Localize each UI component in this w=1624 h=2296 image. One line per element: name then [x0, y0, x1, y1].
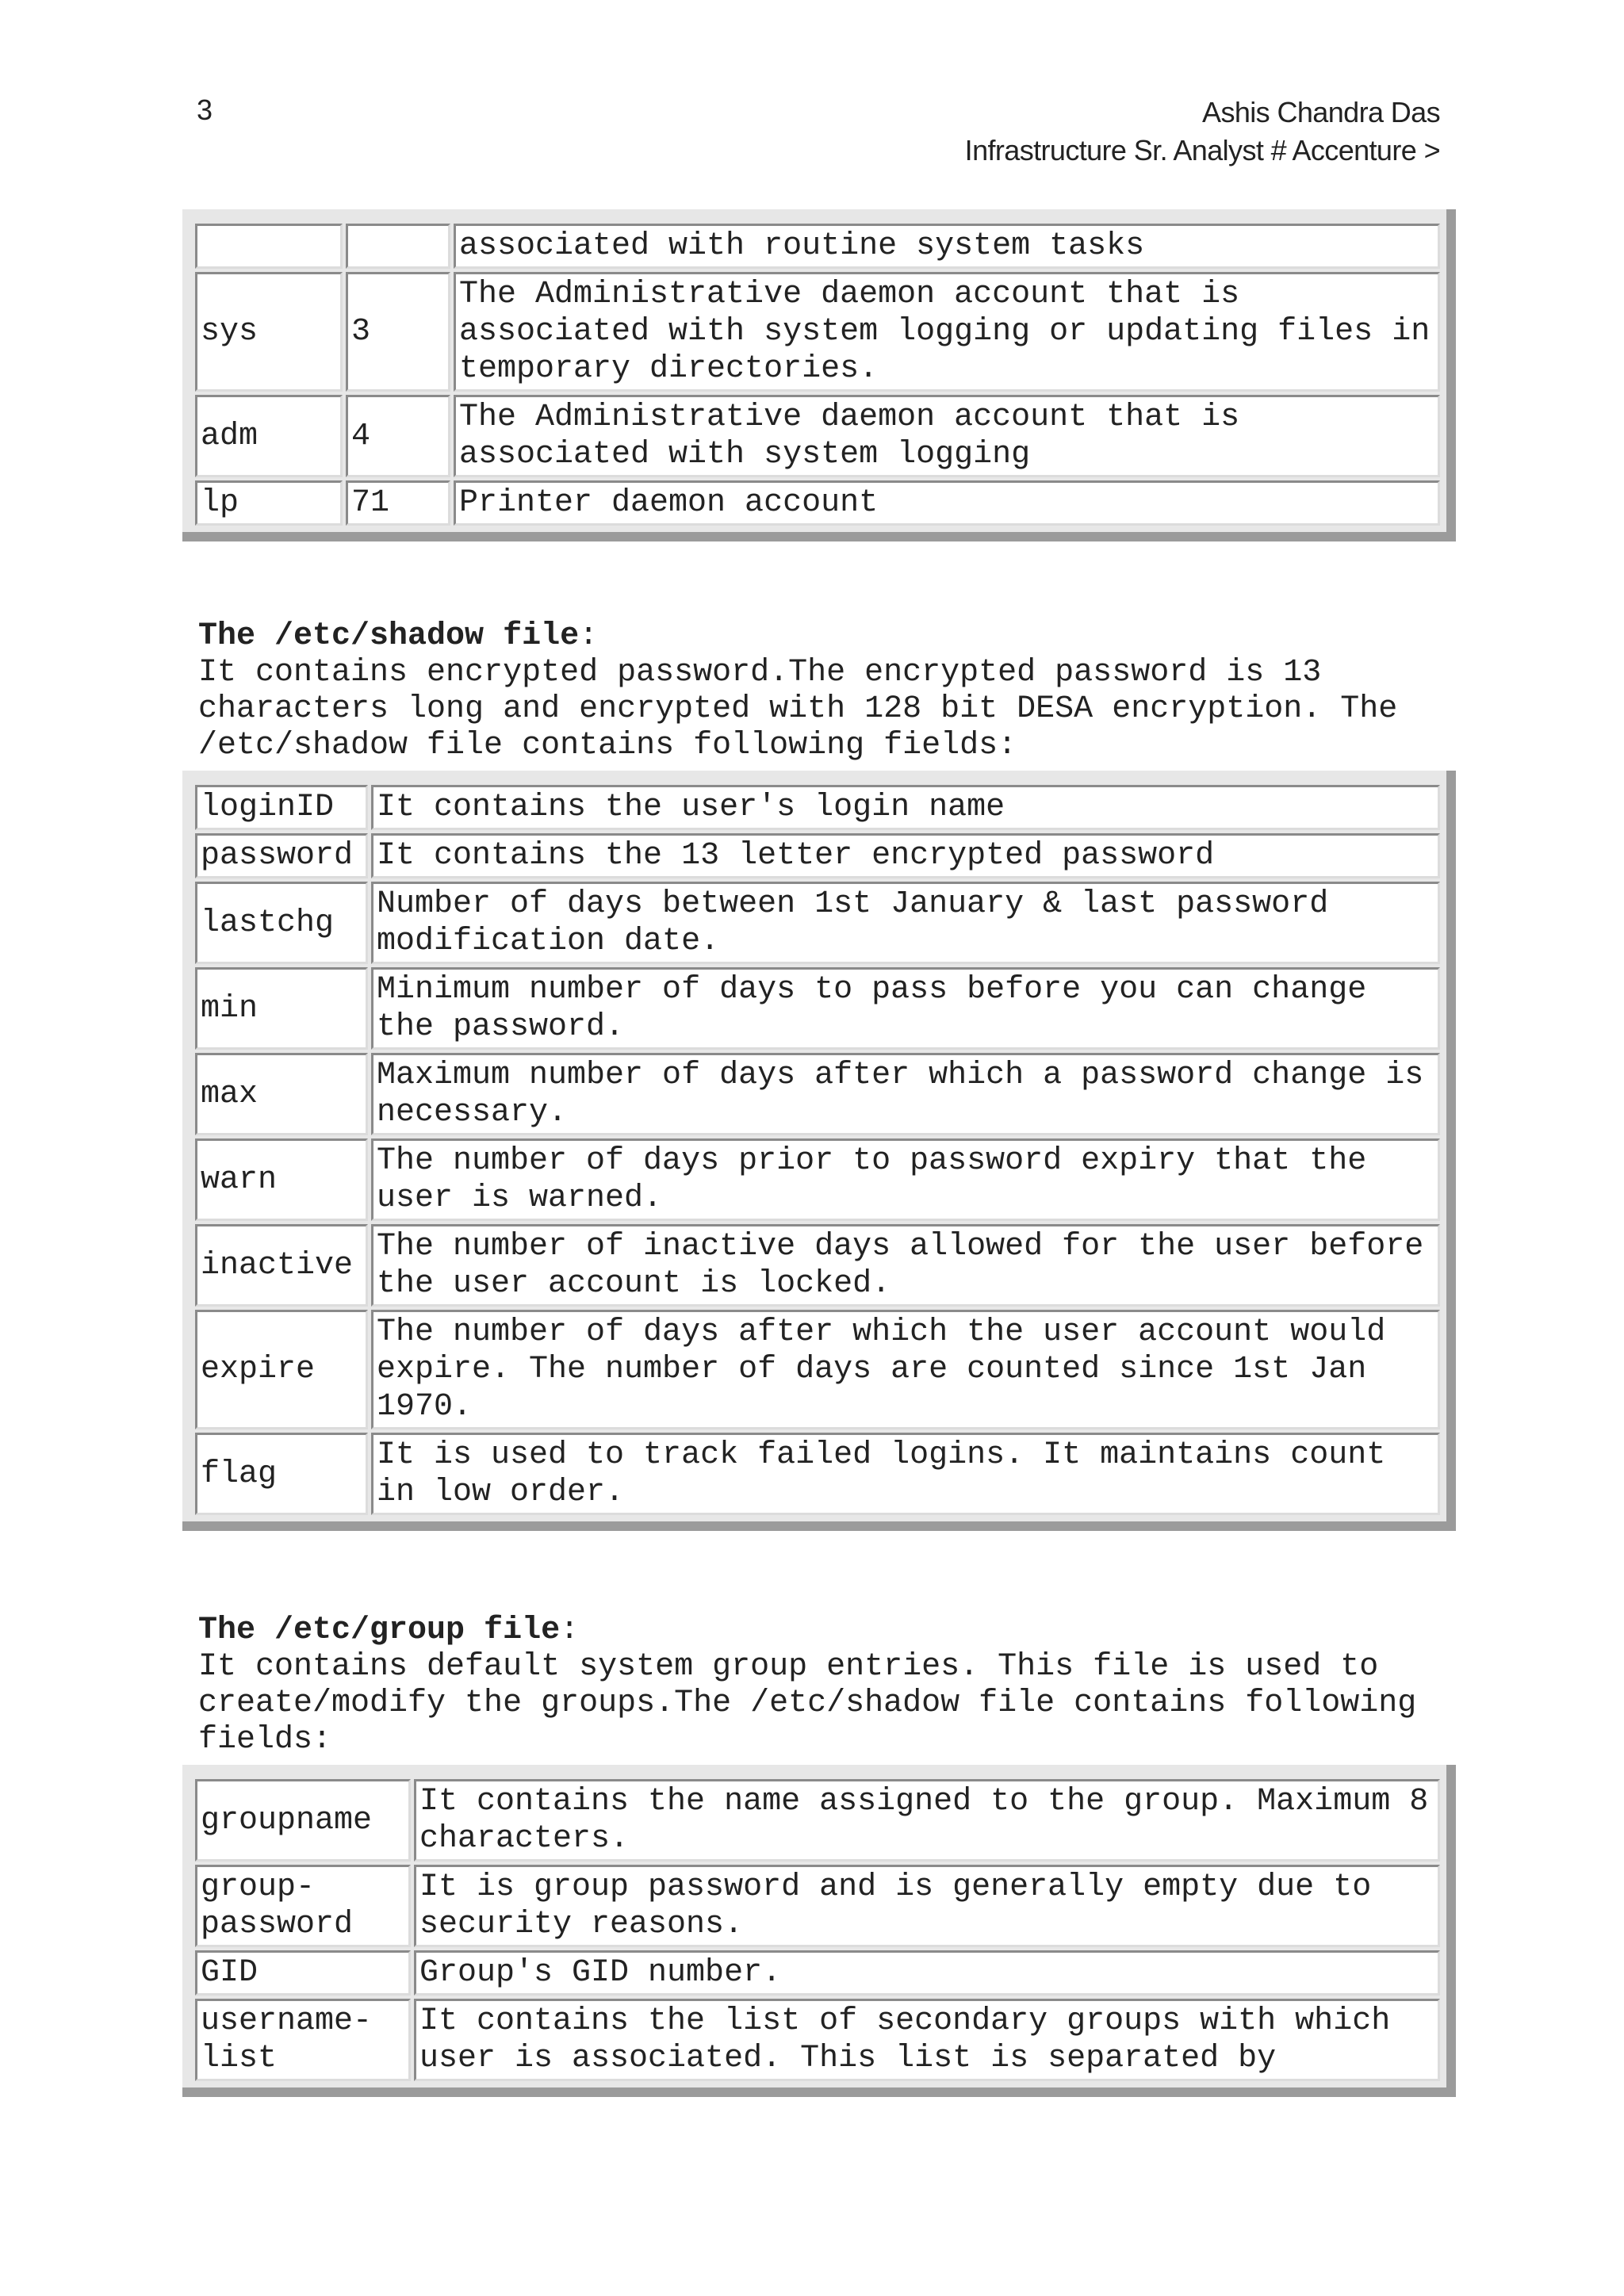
- account-desc-cell: The Administrative daemon account that is associated with system logging: [454, 395, 1440, 477]
- field-name-cell: username-list: [195, 1999, 411, 2081]
- page-number: 3: [197, 94, 213, 126]
- shadow-intro: It contains encrypted password.The encrypted password is 13 characters long and encrypted with 128 bit DESA encryption. The /etc/shadow file contains following fields:: [198, 655, 1398, 763]
- group-heading: The /etc/group file: [198, 1613, 561, 1648]
- table-row: [195, 882, 1440, 964]
- page-header: [965, 94, 1440, 170]
- table-row: [195, 224, 1440, 269]
- table-row: [195, 785, 1440, 830]
- heading-colon: :: [560, 1613, 580, 1648]
- field-name-cell: GID: [195, 1950, 411, 1996]
- shadow-section: [198, 618, 1467, 764]
- table-row: [195, 395, 1440, 477]
- account-id-cell: 3: [346, 272, 450, 392]
- table-row: [195, 272, 1440, 392]
- field-name-cell: flag: [195, 1433, 368, 1515]
- shadow-fields-grid: [192, 782, 1443, 1518]
- table-row: [195, 1433, 1440, 1515]
- table-row: [195, 480, 1440, 526]
- table-row: [195, 1310, 1440, 1429]
- field-desc-cell: It contains the 13 letter encrypted password: [371, 833, 1440, 878]
- field-desc-cell: It is used to track failed logins. It maintains count in low order.: [371, 1433, 1440, 1515]
- account-id-cell: [346, 224, 450, 269]
- field-desc-cell: Maximum number of days after which a password change is necessary.: [371, 1053, 1440, 1135]
- field-desc-cell: The number of days prior to password expiry that the user is warned.: [371, 1138, 1440, 1221]
- shadow-fields-table: [182, 771, 1456, 1531]
- system-accounts-grid: [192, 220, 1443, 529]
- account-id-cell: 4: [346, 395, 450, 477]
- table-row: [195, 1138, 1440, 1221]
- field-name-cell: max: [195, 1053, 368, 1135]
- account-desc-cell: associated with routine system tasks: [454, 224, 1440, 269]
- account-desc-cell: Printer daemon account: [454, 480, 1440, 526]
- shadow-heading: The /etc/shadow file: [198, 618, 580, 654]
- section-heading: [198, 1613, 1467, 1649]
- account-id-cell: 71: [346, 480, 450, 526]
- field-name-cell: lastchg: [195, 882, 368, 964]
- field-name-cell: groupname: [195, 1779, 411, 1862]
- account-name-cell: lp: [195, 480, 343, 526]
- field-name-cell: expire: [195, 1310, 368, 1429]
- table-row: [195, 1950, 1440, 1996]
- field-desc-cell: The number of days after which the user account would expire. The number of days are counted since 1st Jan 1970.: [371, 1310, 1440, 1429]
- field-desc-cell: It contains the list of secondary groups with which user is associated. This list is separated by: [414, 1999, 1440, 2081]
- field-name-cell: group-password: [195, 1865, 411, 1947]
- field-name-cell: min: [195, 967, 368, 1050]
- group-fields-table: [182, 1765, 1456, 2097]
- account-desc-cell: The Administrative daemon account that is associated with system logging or updating files in temporary directories.: [454, 272, 1440, 392]
- field-desc-cell: It is group password and is generally empty due to security reasons.: [414, 1865, 1440, 1947]
- table-row: [195, 1053, 1440, 1135]
- field-name-cell: inactive: [195, 1224, 368, 1307]
- system-accounts-table: [182, 209, 1456, 541]
- table-row: [195, 1999, 1440, 2081]
- heading-colon: :: [579, 618, 599, 654]
- author-role: Infrastructure Sr. Analyst # Accenture >: [964, 134, 1440, 166]
- field-name-cell: password: [195, 833, 368, 878]
- field-desc-cell: It contains the user's login name: [371, 785, 1440, 830]
- author-name: Ashis Chandra Das: [1202, 96, 1440, 128]
- table-row: [195, 967, 1440, 1050]
- field-desc-cell: Group's GID number.: [414, 1950, 1440, 1996]
- group-section: [198, 1613, 1467, 1758]
- table-row: [195, 1865, 1440, 1947]
- group-fields-grid: [192, 1776, 1443, 2084]
- field-desc-cell: It contains the name assigned to the group. Maximum 8 characters.: [414, 1779, 1440, 1862]
- account-name-cell: [195, 224, 343, 269]
- table-row: [195, 833, 1440, 878]
- table-row: [195, 1224, 1440, 1307]
- field-name-cell: loginID: [195, 785, 368, 830]
- field-desc-cell: Number of days between 1st January & last password modification date.: [371, 882, 1440, 964]
- field-name-cell: warn: [195, 1138, 368, 1221]
- field-desc-cell: Minimum number of days to pass before you can change the password.: [371, 967, 1440, 1050]
- account-name-cell: adm: [195, 395, 343, 477]
- account-name-cell: sys: [195, 272, 343, 392]
- section-heading: [198, 618, 1467, 655]
- group-intro: It contains default system group entries. This file is used to create/modify the groups.The /etc/shadow file contains following fields:: [198, 1649, 1417, 1758]
- field-desc-cell: The number of inactive days allowed for the user before the user account is locked.: [371, 1224, 1440, 1307]
- table-row: [195, 1779, 1440, 1862]
